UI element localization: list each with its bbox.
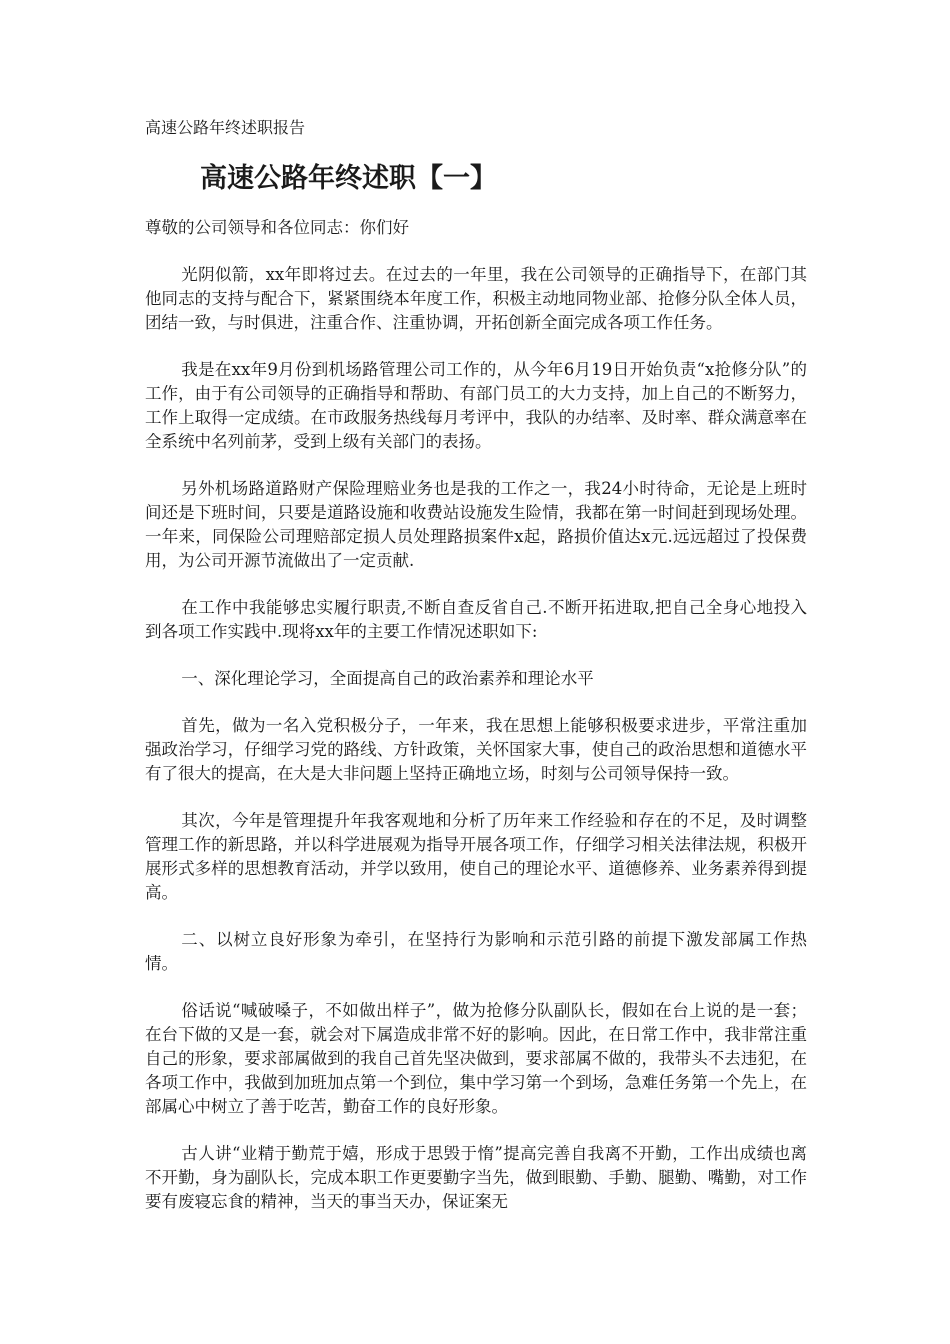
document-body: [145, 216, 807, 1214]
paragraph: 其次，今年是管理提升年我客观地和分析了历年来工作经验和存在的不足，及时调整管理工作的新思路，并以科学进展观为指导开展各项工作，仔细学习相关法律法规，积极开展形式多样的思想教育活动，并学以致用，使自己的理论水平、道德修养、业务素养得到提高。: [145, 811, 807, 902]
salutation: 尊敬的公司领导和各位同志：你们好: [145, 218, 409, 237]
paragraph: 另外机场路道路财产保险理赔业务也是我的工作之一，我24小时待命，无论是上班时间还是下班时间，只要是道路设施和收费站设施发生险情，我都在第一时间赶到现场处理。一年来，同保险公司理赔部定损人员处理路损案件x起，路损价值达x元.远远超过了投保费用，为公司开源节流做出了一定贡献.: [145, 479, 807, 570]
paragraph: 古人讲“业精于勤荒于嬉，形成于思毁于惰”提高完善自我离不开勤，工作出成绩也离不开勤，身为副队长，完成本职工作更要勤字当先，做到眼勤、手勤、腿勤、嘴勤，对工作要有废寝忘食的精神，当天的事当天办，保证案无: [145, 1144, 807, 1211]
document-title: 高速公路年终述职【一】: [200, 163, 497, 194]
paragraph: 我是在xx年9月份到机场路管理公司工作的，从今年6月19日开始负责“x抢修分队”的工作，由于有公司领导的正确指导和帮助、有部门员工的大力支持，加上自己的不断努力，工作上取得一定成绩。在市政服务热线每月考评中，我队的办结率、及时率、群众满意率在全系统中名列前茅，受到上级有关部门的表扬。: [145, 360, 807, 451]
paragraph: 在工作中我能够忠实履行职责,不断自查反省自己.不断开拓进取,把自己全身心地投入到各项工作实践中.现将xx年的主要工作情况述职如下:: [145, 598, 807, 641]
section-heading: 二、以树立良好形象为牵引，在坚持行为影响和示范引路的前提下激发部属工作热情。: [145, 930, 807, 973]
document-label: 高速公路年终述职报告: [145, 118, 306, 137]
paragraph: 俗话说“喊破嗓子，不如做出样子”，做为抢修分队副队长，假如在台上说的是一套；在台下做的又是一套，就会对下属造成非常不好的影响。因此，在日常工作中，我非常注重自己的形象，要求部属做到的我自己首先坚决做到，要求部属不做的，我带头不去违犯，在各项工作中，我做到加班加点第一个到位，集中学习第一个到场，急难任务第一个先上，在部属心中树立了善于吃苦，勤奋工作的良好形象。: [145, 1001, 807, 1116]
paragraph: 光阴似箭，xx年即将过去。在过去的一年里，我在公司领导的正确指导下，在部门其他同志的支持与配合下，紧紧围绕本年度工作，积极主动地同物业部、抢修分队全体人员，团结一致，与时俱进，注重合作、注重协调，开拓创新全面完成各项工作任务。: [145, 265, 807, 332]
section-heading: 一、深化理论学习，全面提高自己的政治素养和理论水平: [181, 669, 594, 688]
paragraph: 首先，做为一名入党积极分子，一年来，我在思想上能够积极要求进步，平常注重加强政治学习，仔细学习党的路线、方针政策，关怀国家大事，使自己的政治思想和道德水平有了很大的提高，在大是大非问题上坚持正确地立场，时刻与公司领导保持一致。: [145, 716, 807, 783]
